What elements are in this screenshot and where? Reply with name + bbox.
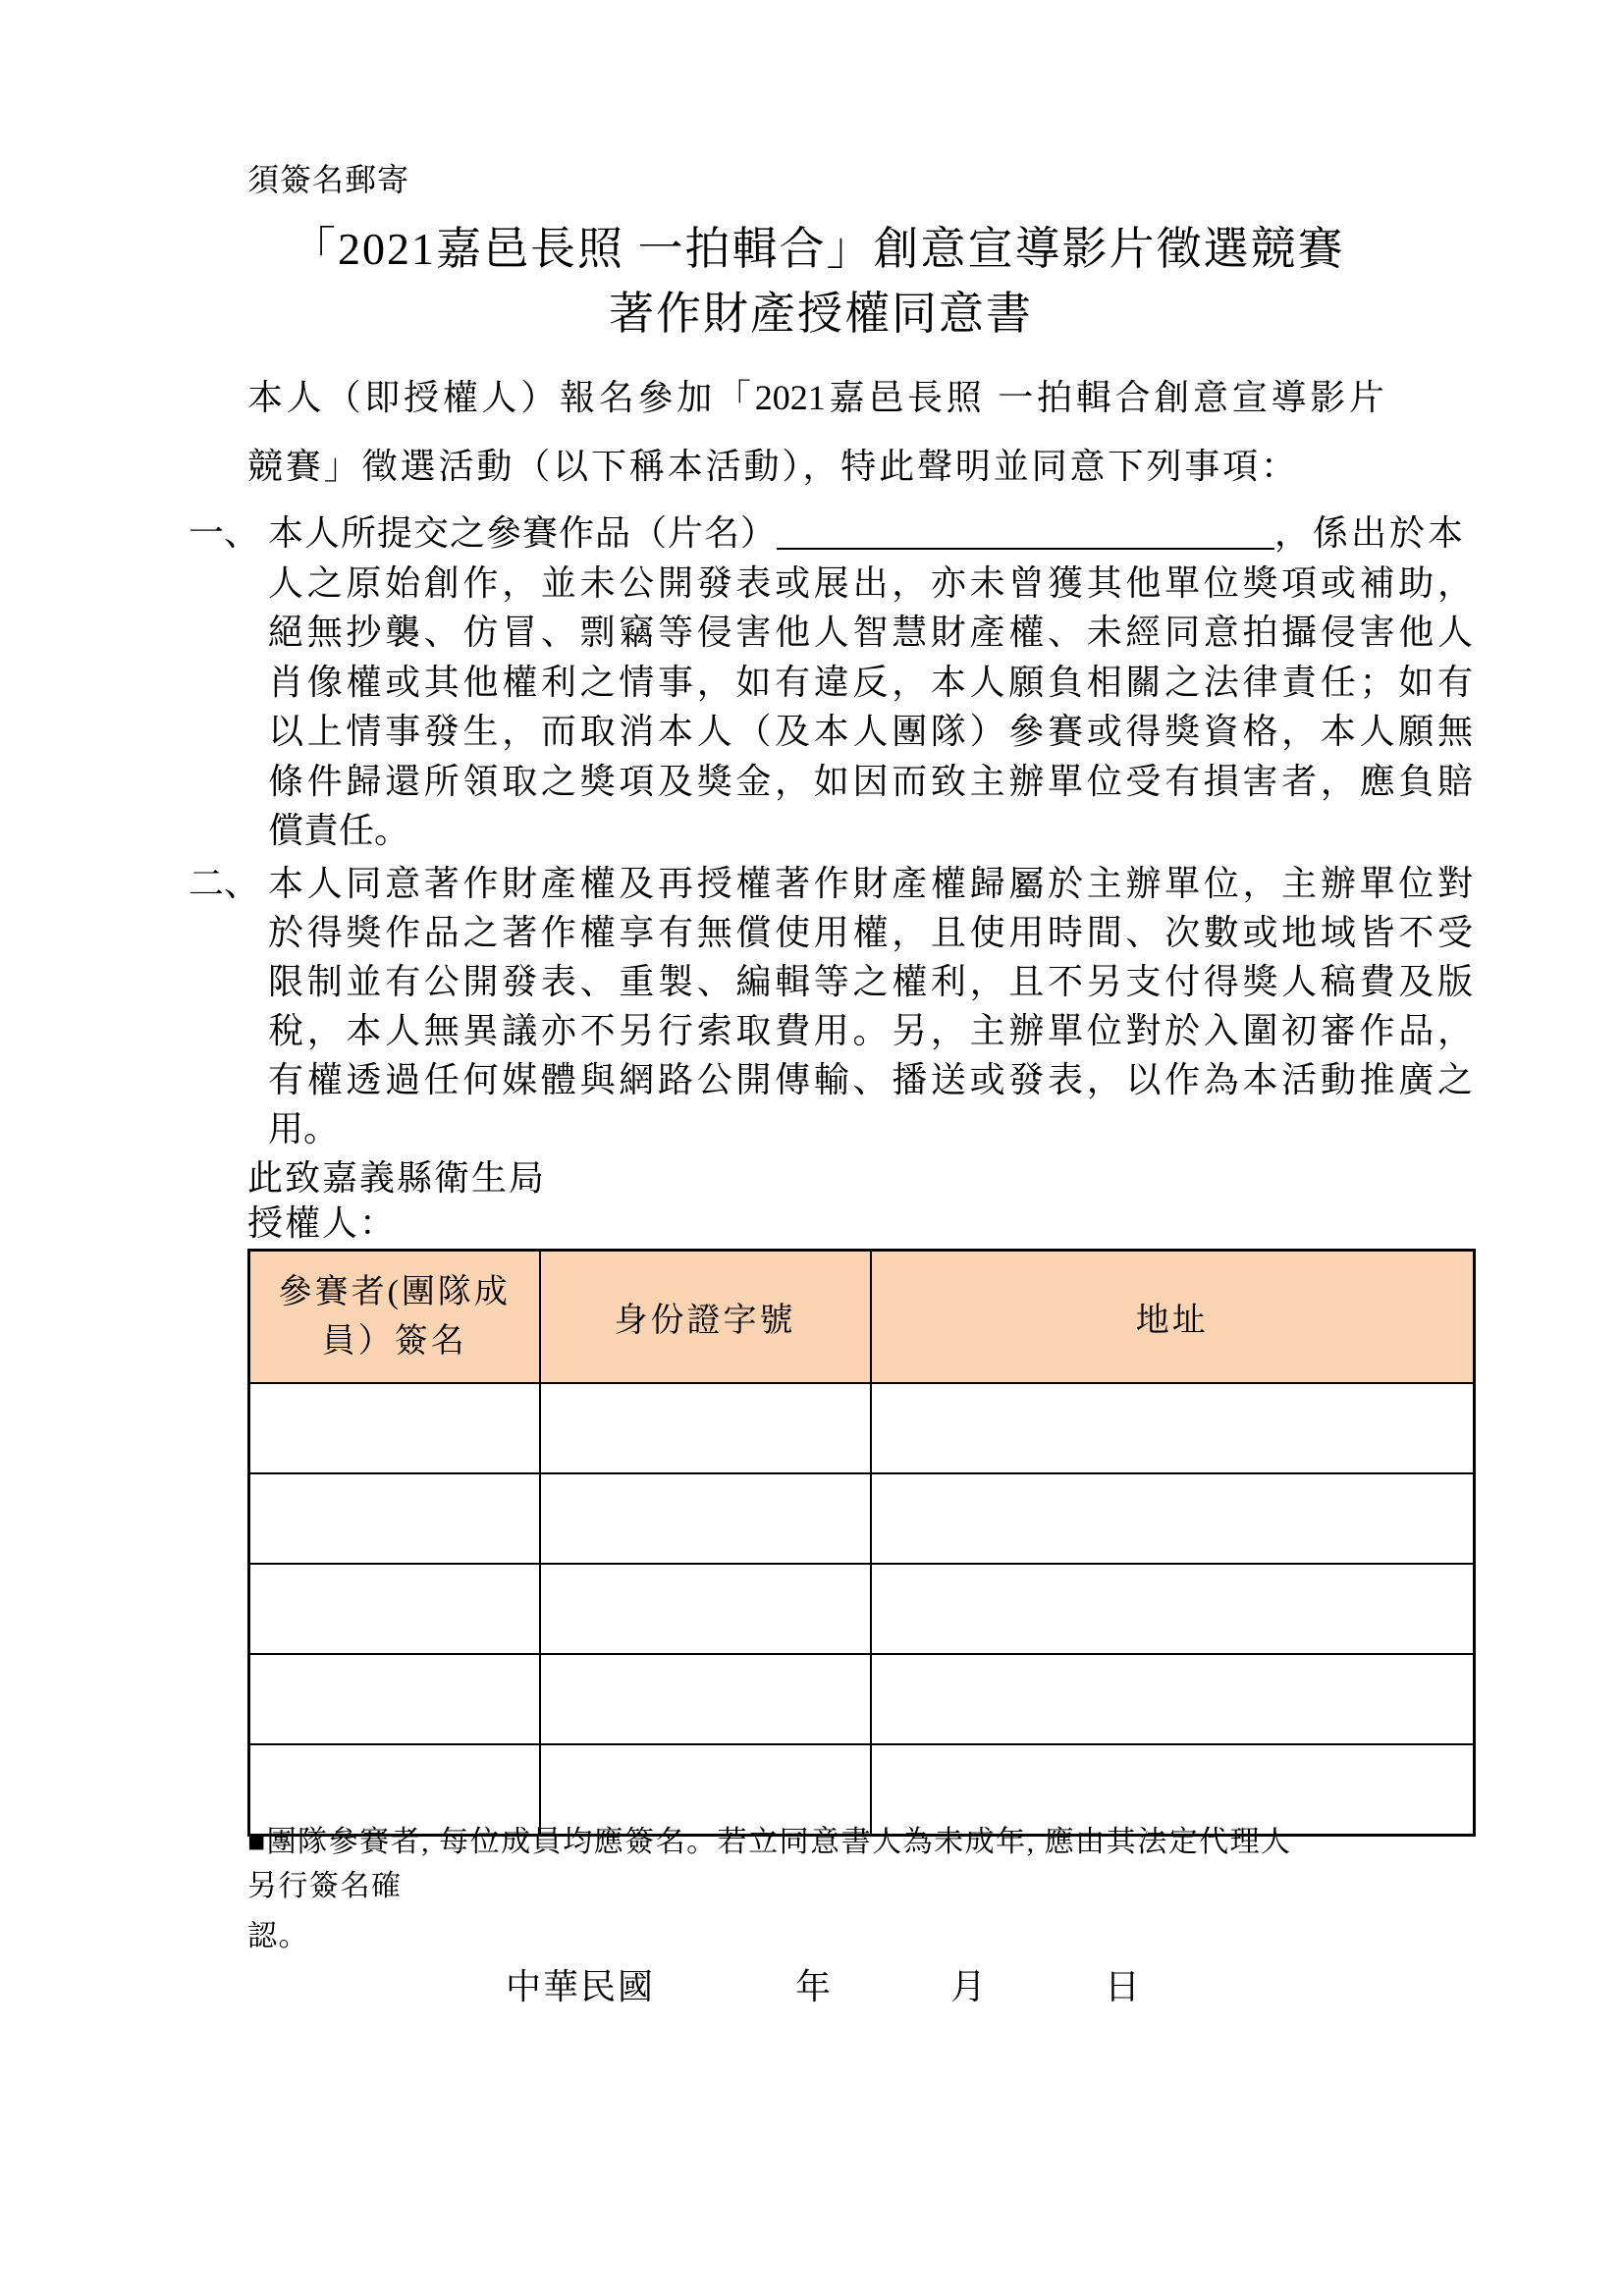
table-row bbox=[249, 1473, 1475, 1564]
clause-2-line: 於得獎作品之著作權享有無償使用權，且使用時間、次數或地域皆不受 bbox=[268, 913, 1473, 952]
document-title-line2: 著作財產授權同意書 bbox=[609, 289, 1033, 339]
signature-cell bbox=[249, 1744, 540, 1836]
team-signature-notice-line-3: 認。 bbox=[247, 1920, 309, 1952]
date-month-label: 月 bbox=[950, 1967, 989, 2006]
id-number-cell bbox=[540, 1473, 871, 1564]
clause-1-line: 人之原始創作，並未公開發表或展出，亦未曾獲其他單位獎項或補助， bbox=[268, 562, 1473, 603]
clause-2-line: 限制並有公開發表、重製、編輯等之權利，且不另支付得獎人稿費及版 bbox=[268, 962, 1473, 1001]
salutation: 此致嘉義縣衛生局 bbox=[247, 1158, 547, 1198]
clause-1-line: 肖像權或其他權利之情事，如有違反，本人願負相關之法律責任；如有 bbox=[268, 662, 1473, 702]
clause-1-first-text-after: ，係出於本 bbox=[1274, 513, 1467, 553]
clause-2-last-line: 用。 bbox=[268, 1109, 340, 1148]
address-cell bbox=[871, 1473, 1475, 1564]
intro-line-2: 競賽」徵選活動（以下稱本活動），特此聲明並同意下列事項： bbox=[247, 447, 1296, 486]
film-title-blank bbox=[777, 518, 1274, 550]
clause-2-marker: 二、 bbox=[189, 864, 260, 903]
table-row bbox=[249, 1654, 1475, 1744]
signature-table bbox=[247, 1249, 1476, 1837]
clause-2-line: 本人同意著作財產權及再授權著作財產權歸屬於主辦單位，主辦單位對 bbox=[268, 864, 1473, 903]
address-cell bbox=[871, 1654, 1475, 1744]
date-era: 中華民國 bbox=[506, 1967, 656, 2006]
id-number-cell bbox=[540, 1744, 871, 1836]
id-number-cell bbox=[540, 1383, 871, 1473]
clause-1-first-text: 本人所提交之參賽作品（片名） bbox=[268, 513, 778, 553]
clause-1 bbox=[268, 508, 1473, 856]
team-signature-notice-line-1: ■團隊參賽者, 每位成員均應簽名。若立同意書人為未成年, 應由其法定代理人 bbox=[247, 1826, 1292, 1858]
id-number-cell bbox=[540, 1654, 871, 1744]
team-signature-notice-line-2: 另行簽名確 bbox=[247, 1870, 403, 1902]
intro-line-1: 本人（即授權人）報名參加「2021嘉邑長照 一拍輯合創意宣導影片 bbox=[247, 378, 1384, 417]
address-cell bbox=[871, 1383, 1475, 1473]
clause-1-first-line bbox=[268, 508, 1473, 559]
mail-signature-note: 須簽名郵寄 bbox=[247, 162, 410, 197]
address-cell bbox=[871, 1564, 1475, 1654]
participant-header-line: 參賽者(團隊成 bbox=[278, 1273, 511, 1310]
clause-1-line: 條件歸還所領取之獎項及獎金，如因而致主辦單位受有損害者，應負賠 bbox=[268, 761, 1473, 801]
address-cell bbox=[871, 1744, 1475, 1836]
signature-cell bbox=[249, 1473, 540, 1564]
clause-1-marker: 一、 bbox=[189, 513, 260, 553]
id-number-cell bbox=[540, 1564, 871, 1654]
date-year-label: 年 bbox=[795, 1967, 834, 2006]
authorizer-label: 授權人： bbox=[247, 1203, 398, 1243]
clause-1-line: 以上情事發生，而取消本人（及本人團隊）參賽或得獎資格，本人願無 bbox=[268, 712, 1473, 751]
signature-cell bbox=[249, 1564, 540, 1654]
date-day-label: 日 bbox=[1105, 1967, 1143, 2006]
participant-header-line: 員）簽名 bbox=[321, 1322, 467, 1360]
clause-1-line: 絕無抄襲、仿冒、剽竊等侵害他人智慧財產權、未經同意拍攝侵害他人 bbox=[268, 613, 1473, 652]
clause-1-last-line: 償責任。 bbox=[268, 811, 410, 850]
clause-2-line: 稅，本人無異議亦不另行索取費用。另，主辦單位對於入圍初審作品， bbox=[268, 1011, 1473, 1050]
id-number-header: 身份證字號 bbox=[540, 1251, 871, 1384]
table-row bbox=[249, 1564, 1475, 1654]
participant-signature-header bbox=[249, 1251, 540, 1384]
table-row bbox=[249, 1383, 1475, 1473]
document-title-line1: 「2021嘉邑長照 一拍輯合」創意宣導影片徵選競賽 bbox=[291, 224, 1345, 274]
address-header: 地址 bbox=[871, 1251, 1475, 1384]
signature-cell bbox=[249, 1383, 540, 1473]
table-row bbox=[249, 1744, 1475, 1836]
signature-cell bbox=[249, 1654, 540, 1744]
table-header-row bbox=[249, 1251, 1475, 1384]
clause-2 bbox=[268, 859, 1473, 1153]
clause-2-line: 有權透過任何媒體與網路公開傳輸、播送或發表，以作為本活動推廣之 bbox=[268, 1060, 1473, 1099]
